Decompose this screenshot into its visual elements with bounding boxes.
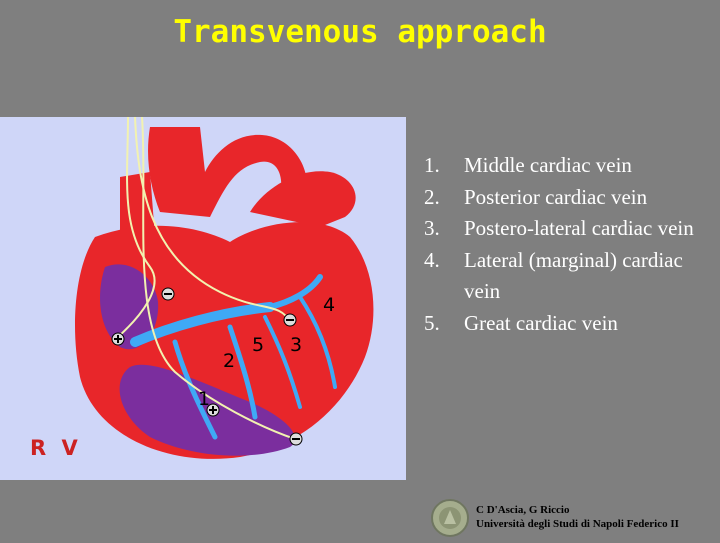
heart-diagram-svg: [0, 117, 406, 480]
vein-label-5: 5: [252, 334, 265, 356]
heart-illustration: [0, 117, 406, 480]
legend-item: 1. Middle cardiac vein: [424, 153, 632, 177]
legend-item: 2. Posterior cardiac vein: [424, 184, 648, 209]
pulmonary-artery-shape: [250, 171, 356, 227]
vein-legend-list: [424, 150, 714, 339]
vein-label-3: 3: [290, 334, 303, 356]
right-ventricle-label: R V: [30, 436, 82, 460]
legend-item: 3. Postero-lateral cardiac vein: [424, 216, 694, 240]
vein-label-1: 1: [198, 388, 211, 410]
slide-title: Transvenous approach: [173, 14, 547, 50]
vein-label-2: 2: [223, 350, 236, 372]
legend-item: 4. Lateral (marginal) cardiac vein: [424, 247, 683, 303]
university-seal-icon: [430, 498, 470, 538]
vein-label-4: 4: [323, 294, 336, 316]
credit-block: [476, 503, 720, 531]
credit-institution: Università degli Studi di Napoli Federico II: [476, 518, 679, 530]
credit-authors: C D'Ascia, G Riccio: [476, 504, 570, 516]
legend-item: 5. Great cardiac vein: [424, 310, 618, 335]
